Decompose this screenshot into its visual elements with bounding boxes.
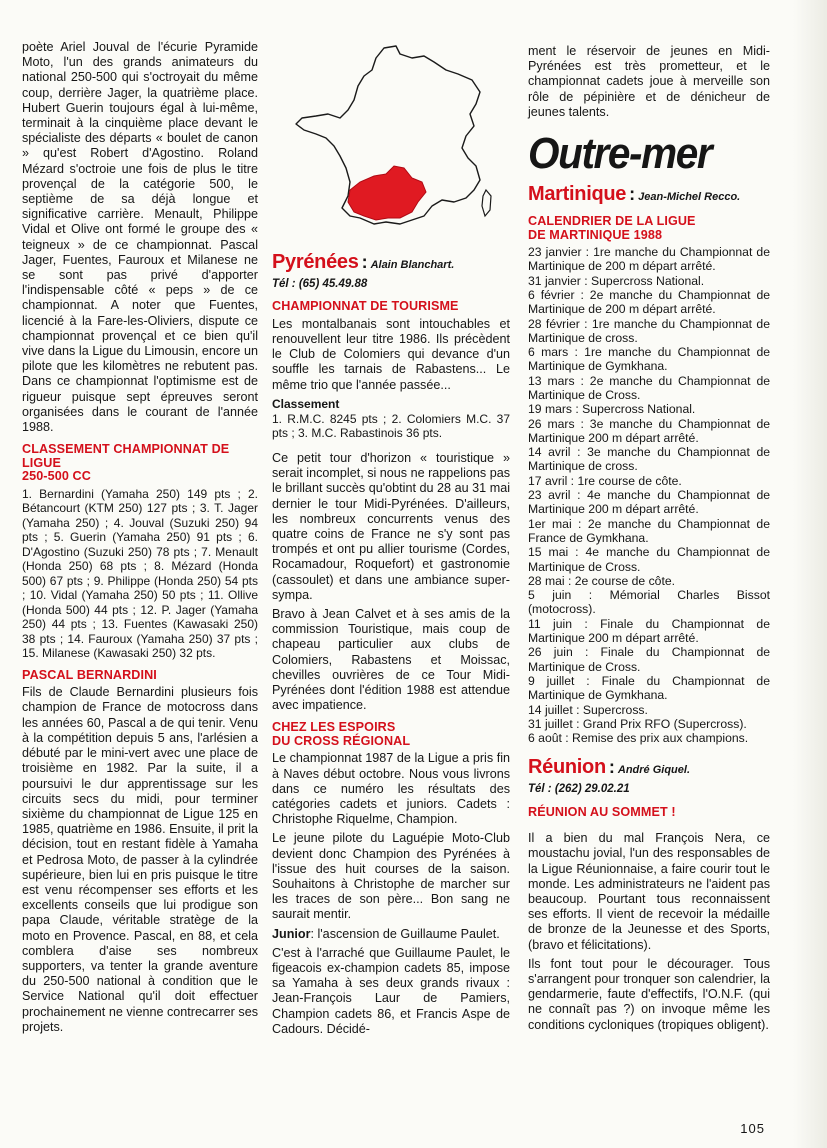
region-separator: : — [361, 252, 368, 272]
junior-label: Junior — [272, 926, 311, 941]
sommet-heading: RÉUNION AU SOMMET ! — [528, 804, 676, 819]
calendar-item: 26 mars : 3e manche du Championnat de Martinique 200 m départ arrêté. — [528, 416, 770, 445]
column-middle — [272, 40, 510, 1041]
tourisme-paragraph: Les montalbanais sont intouchables et renouvellent leur titre 1986. Ils précèdent le Club de Colomiers qui devance d'un souffle les tarnais de Rabastens... Le même trio que l'année passée... — [272, 316, 510, 392]
classement-heading — [22, 443, 258, 484]
calendar-list — [528, 245, 770, 745]
martinique-region-header — [528, 184, 770, 207]
region-separator: : — [629, 184, 636, 205]
calendar-item: 6 février : 2e manche du Championnat de Martinique de 200 m départ arrêté. — [528, 287, 770, 317]
martinique-region-name: Martinique — [528, 183, 627, 206]
reunion-telephone: Tél : (262) 29.02.21 — [528, 783, 630, 796]
page-number: 105 — [740, 1121, 765, 1136]
calendar-item: 11 juin : Finale du Championnat de Martinique 200 m départ arrêté. — [528, 616, 770, 646]
france-map-illustration — [272, 40, 510, 250]
calendar-item: 6 août : Remise des prix aux champions. — [528, 731, 749, 746]
bernardini-paragraph: Fils de Claude Bernardini plusieurs fois champion de France de motocross dans les années 60, Pascal a de qui tenir. Venu à la compétition depuis 5 ans, l'arlésien a débuté par le mini-vert avec une place de troisième en 1982. Par la suite, il a poursuivi le dur apprentissage sur les circuits secs du midi, pour terminer sixième du championnat de Ligue 125 en 1985, quatrième en 1986. Ensuite, il prit la décision, tout en restant fidèle à Yamaha et Pedrosa Moto, de passer à la cylindrée supérieure, bien lui en pris puisque le titre est venu récompenser ses efforts et les excellents conseils que lui prodigue son papa Claude, véritable stratège de la moto en Provence. Pascal, en 88, et cela comblera d'aise ses nombreux supporters, va tenter la grande aventure du 250-500 national à condition que le Service National qu'il doit effectuer prochainement ne vienne contrecarrer ses projets. — [22, 685, 258, 1034]
calendar-item: 6 mars : 1re manche du Championnat de Martinique de Gymkhana. — [528, 345, 770, 374]
espoirs-paragraph-3: C'est à l'arraché que Guillaume Paulet, le figeacois ex-champion cadets 85, impose sa Yamaha à ses deux grands rivaux : Jean-François Laur de Pamiers, Champion cadets 86, et Francis Aspe de Cadours. Décidé- — [272, 945, 510, 1036]
martinique-contact-name: Jean-Michel Recco. — [638, 191, 741, 204]
page-edge-shadow — [793, 0, 827, 1148]
calendar-item: 5 juin : Mémorial Charles Bissot (motocross). — [528, 588, 770, 617]
intro-paragraph: poète Ariel Jouval de l'écurie Pyramide Moto, l'un des grands animateurs du national 250-500 qui s'octroyait du même coup, derrière Jager, la quatrième place. Hubert Guerin toujours égal à lui-même, terminait à la cinquième place devant le spécialiste des départs « boulet de canon » qu'est Robert d'Agostino. Roland Mézard s'octroie une fois de plus le titre provençal de la catégorie 500, le septième de sa déjà longue et significative carrière. Menault, Philippe Vidal et Olive ont formé le groupe des « teigneux » de ce championnat. Pascal Jager, Fuentes, Fauroux et Milanese ne se sont pas privé d'apporter l'indispensable côté « peps » de ce championnat. A noter que Fuentes, licencié à la Fare-les-Oliviers, dispute ce championnat provençal et ce bien qu'il vive dans la Ligue du Limousin, encore un pilote que les kilomètres ne rebutent pas. Dans ce championnat l'optimisme est de rigueur puisque sept épreuves seront organisées dans le courant de l'année 1988. — [22, 40, 258, 435]
calendar-item: 28 mai : 2e course de côte. — [528, 573, 676, 588]
column-left — [22, 40, 258, 1039]
calendar-heading-line1: CALENDRIER DE LA LIGUE — [528, 214, 696, 229]
classement-heading-line2: 250-500 CC — [22, 469, 91, 484]
tour-paragraph-2: Bravo à Jean Calvet et à ses amis de la commission Touristique, mais coup de chapeau particulier aux clubs de Colomiers, Rabastens et Moissac, chevilles ouvrières de ce Tour Midi-Pyrénées dont l'édition 1988 est attendue avec impatience. — [272, 606, 510, 713]
pyrenees-telephone: Tél : (65) 45.49.88 — [272, 278, 368, 290]
sommet-paragraph-2: Ils font tout pour le décourager. Tous s'arrangent pour tronquer son calendrier, la gendarmerie, faute d'effectifs, l'O.N.F. (qui ne connaît pas ?) on invoque même les conditions cycloniques (tropiques obligent). — [528, 956, 770, 1032]
calendar-item: 1er mai : 2e manche du Championnat de France de Gymkhana. — [528, 516, 770, 545]
calendar-item: 23 janvier : 1re manche du Championnat de Martinique de 200 m départ arrêté. — [528, 245, 770, 274]
calendar-item: 14 juillet : Supercross. — [528, 702, 648, 717]
calendar-item: 26 juin : Finale du Championnat de Martinique de Cross. — [528, 645, 770, 674]
sommet-paragraph-1: Il a bien du mal François Nera, ce moustachu jovial, l'un des responsables de la Ligue Réunionnaise, a faire courir tout le monde. Les administrateurs ne l'aident pas beaucoup. Pourtant tous reconnaissent ses efforts. Il vient de recevoir la médaille de bronze de la Jeunesse et des Sports, (bravo et félicitations). — [528, 831, 770, 952]
outremer-title: Outre-mer — [528, 129, 712, 179]
tourisme-heading: CHAMPIONNAT DE TOURISME — [272, 299, 459, 314]
espoirs-heading — [272, 721, 510, 748]
reunion-contact-name: André Giquel. — [617, 764, 691, 777]
calendar-item: 14 avril : 3e manche du Championnat de Martinique de cross. — [528, 445, 770, 474]
reunion-region-name: Réunion — [528, 756, 606, 779]
espoirs-paragraph-1: Le championnat 1987 de la Ligue a pris fin à Naves début octobre. Nous vous livrons dans ce numéro les résultats des catégories cadets et juniors. Cadets : Christophe Riquelme, Champion. — [272, 751, 510, 827]
reunion-region-header — [528, 757, 770, 780]
column-right — [528, 44, 770, 1037]
calendar-item: 31 janvier : Supercross National. — [528, 273, 705, 288]
france-map-icon — [288, 40, 498, 245]
espoirs-heading-line2: DU CROSS RÉGIONAL — [272, 733, 411, 748]
pyrenees-contact-name: Alain Blanchart. — [370, 259, 455, 271]
classement-label: Classement — [272, 396, 340, 411]
intro-continuation: ment le réservoir de jeunes en Midi-Pyrénées est très prometteur, et le championnat cadets joue à merveille son rôle de pépinière et de dénicheur de jeunes talents. — [528, 44, 770, 119]
junior-line — [272, 927, 510, 942]
calendar-item: 9 juillet : Finale du Championnat de Martinique de Gymkhana. — [528, 673, 770, 703]
calendar-heading — [528, 215, 770, 242]
junior-text: : l'ascension de Guillaume Paulet. — [310, 926, 500, 941]
calendar-item: 19 mars : Supercross National. — [528, 402, 696, 417]
calendar-item: 23 avril : 4e manche du Championnat de Martinique 200 m départ arrêté. — [528, 488, 770, 517]
tourisme-results: 1. R.M.C. 8245 pts ; 2. Colomiers M.C. 37 pts ; 3. M.C. Rabastinois 36 pts. — [272, 411, 510, 441]
pyrenees-region-name: Pyrénées — [272, 251, 359, 273]
classement-heading-line1: CLASSEMENT CHAMPIONNAT DE LIGUE — [22, 442, 230, 470]
calendar-item: 17 avril : 1re course de côte. — [528, 473, 682, 488]
espoirs-heading-line1: CHEZ LES ESPOIRS — [272, 720, 396, 735]
bernardini-heading: PASCAL BERNARDINI — [22, 667, 157, 682]
calendar-heading-line2: DE MARTINIQUE 1988 — [528, 227, 663, 242]
calendar-item: 13 mars : 2e manche du Championnat de Martinique de Cross. — [528, 373, 770, 402]
calendar-item: 15 mai : 4e manche du Championnat de Martinique de Cross. — [528, 545, 770, 574]
region-separator: : — [608, 757, 615, 778]
calendar-item: 31 juillet : Grand Prix RFO (Supercross). — [528, 716, 747, 731]
calendar-item: 28 février : 1re manche du Championnat de Martinique de cross. — [528, 316, 770, 345]
tour-paragraph-1: Ce petit tour d'horizon « touristique » serait incomplet, si nous ne rappelions pas le brillant succès qu'obtint du 28 au 31 mai dernier le tour Midi-Pyrénées. D'ailleurs, les nombreux concurrents venus des quatre coins de France ne s'y sont pas trompés et ont pu allier tourisme (Cordes, Rocamadour, Roquefort) et gastronomie (cassoulet) et dans une ambiance super-sympa. — [272, 450, 511, 602]
classement-results: 1. Bernardini (Yamaha 250) 149 pts ; 2. Bétancourt (KTM 250) 127 pts ; 3. T. Jager (Yamaha 250) ; 4. Jouval (Suzuki 250) 94 pts ; 5. Guerin (Yamaha 250) 91 pts ; 6. D'Agostino (Suzuki 250) 78 pts ; 7. Menault (Honda 250) 68 pts ; 8. Mézard (Honda 500) 67 pts ; 9. Philippe (Honda 250) 54 pts ; 10. Vidal (Yamaha 250) 50 pts ; 11. Ollive (Honda 500) 44 pts ; 12. P. Jager (Yamaha 250) 44 pts ; 13. Fuentes (Kawasaki 250) 38 pts ; 14. Fauroux (Yamaha 250) 37 pts ; 15. Milanese (Kawasaki 250) 32 pts. — [22, 486, 258, 661]
espoirs-paragraph-2: Le jeune pilote du Laguépie Moto-Club devient donc Champion des Pyrénées à l'issue des huit courses de la saison. Souhaitons à Christophe de marcher sur les traces de son père... Bon sang ne saurait mentir. — [272, 831, 510, 922]
pyrenees-region-header — [272, 252, 510, 275]
